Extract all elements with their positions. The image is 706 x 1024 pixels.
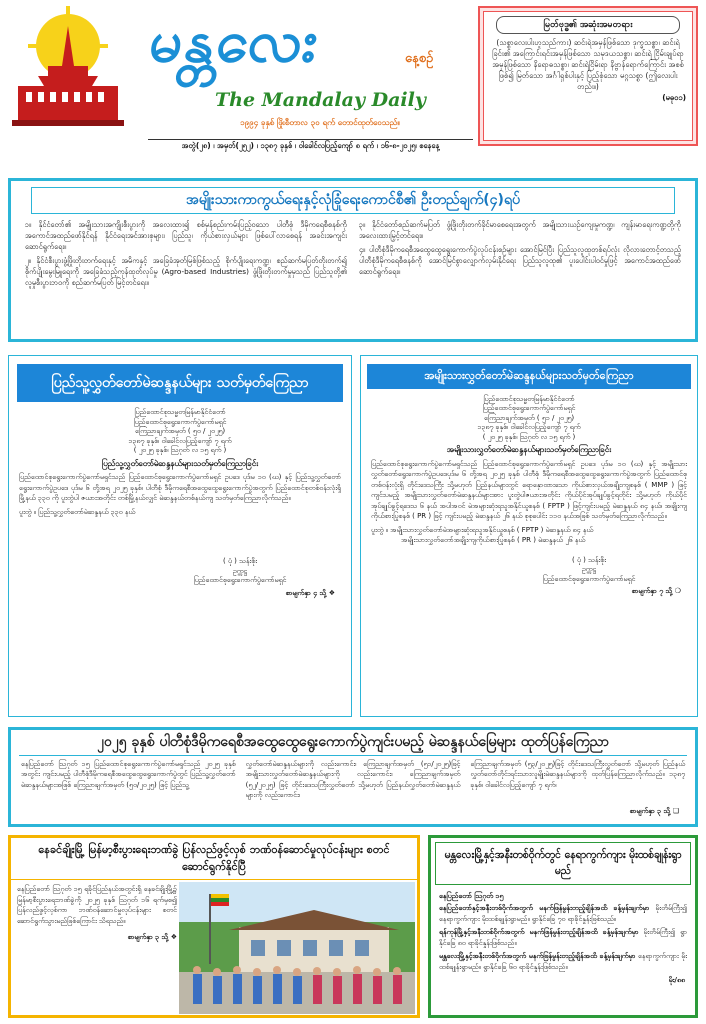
objectives-heading: အမျိုးသားကာကွယ်ရေးနှင့်လုံခြုံရေးကောင်စီ၏ ဦးတည်ချက်(၄)ရပ် <box>31 187 675 214</box>
weather-forecast <box>428 835 698 1018</box>
forecast-label: မန္တလေးမြို့နှင့်အနီးတစ်ဝိုက်အတွက် မနက်ဖြန်မွန်းတည့်ချိန်အထိ ခန့်မှန်းချက်မှာ <box>439 951 636 960</box>
objectives-box <box>8 178 698 342</box>
forecast-text: နေရာကွက်ကျား မိုးထစ်ချုန်းရွာမည်။ ရွာနိုင်ခြေ ၆၀ ရာခိုင်နှုန်းဖြစ်သည်။ <box>439 951 687 971</box>
pyithu-announcement <box>8 355 352 717</box>
signature-line: ဥက္ကဋ္ဌ <box>232 566 248 575</box>
objective-item: ၁။ နိုင်ငံတော်၏ အမျိုးသားအကျိုးစီးပွားကို အလေးထား၍ စစ်မှန်စည်းကမ်းပြည့်ဝသော ပါတီစုံ ဒီမိုကရေစီစနစ်ကို အကောင်အထည်ဖော်နိုင်ရန် နိုင်ငံရေးအင်အားစုများ၊ ပြည်သူ၊ ကိုယ်စားလှယ်များ ဖြစ်ပေါ်လာစေရန် အခင်းအကျင်းဆောင်ရွက်ရေး။ <box>25 219 347 251</box>
signature-line: ပြည်ထောင်စုရွေးကောက်ပွဲကော်မရှင် <box>542 574 636 583</box>
objective-item: ၄။ ပါတီစုံဒီမိုကရေစီအထွေထွေရွေးကောက်ပွဲလုပ်ငန်းစဉ်များ အောင်မြင်ပြီး ပြည်သူလူထုတစ်ရပ်လုံး လိုလားတောင့်တသည့် ပါတီစုံဒီမိုကရေစီစနစ်ကို အောင်မြင်စွာလျှောက်လှမ်းနိုင်ရေး ပြည်သူလူထု၏ ပူးပေါင်းပါဝင်မှုဖြင့် အကောင်အထည်ဖော်ဆောင်ရွက်ရေး။ <box>359 244 681 276</box>
continued-link[interactable]: စာမျက်နှာ ၃ သို့ ❏ <box>629 806 679 815</box>
constituencies-news <box>8 727 698 827</box>
meta-line: ကြေညာချက်အမှတ် ( ၅၁ / ၂၀၂၅) <box>483 413 575 422</box>
announcement-body: ပြည်ထောင်စုရွေးကောက်ပွဲကော်မရှင်သည် ပြည်ထောင်စုရွေးကောက်ပွဲကော်မရှင် ဥပဒေ ပုဒ်မ ၁၀ (ဃ) နှင့် ပြည်သူ့လွှတ်တော်ရွေးကောက်ပွဲဥပဒေ ပုဒ်မ ၆ တို့အရ ၂၀၂၅ ခုနှစ်၊ ပါတီစုံ ဒီမိုကရေစီအထွေထွေရွေးကောက်ပွဲအတွက် ပြည်ထောင်စုတစ်ဝန်းလုံးရှိ မြို့နယ် ၃၃၀ ကို ပူးတွဲပါ ဇယားအတိုင်း တစ်မြို့နယ်လျှင် မဲဆန္ဒနယ်တစ်နယ်ကျ သတ်မှတ်ကြေညာလိုက်သည်။ <box>19 473 341 503</box>
motto-body: (သစ္စာလေးပါးဟူသည်ကား) ဆင်းရဲအမှန်ဖြစ်သော ဒုက္ခသစ္စာ၊ ဆင်းရဲခြင်း၏ အကြောင်းရင်းအမှန်ဖြစ်သော သမုဒယသစ္စာ၊ ဆင်းရဲ ငြိမ်းချုပ်ရာအမှန်ဖြစ်သော နိရောဓသစ္စာ၊ ဆင်းရဲငြိမ်းရာ နိဗ္ဗာန်ရောက်ကြောင်း အစစ်ဖြစ်၍ မြတ်သော အင်္ဂါရှစ်ပါးနှင့် ပြည့်စုံသော မဂ္ဂသစ္စာ (ဤလေးပါးတည်း။) <box>492 38 684 91</box>
forecast-text: မိုးတိမ်ကြီး၍ ရွာနိုင်ခြေ ၈၀ ရာခိုင်နှုန်းဖြစ်သည်။ <box>439 928 687 947</box>
forecast-label: ရန်ကုန်မြို့နှင့်အနီးတစ်ဝိုက်အတွက် မနက်ဖြန်မွန်းတည့်ချိန်အထိ ခန့်မှန်းချက်မှာ <box>439 928 639 937</box>
objective-item: ၃။ နိုင်ငံတော်စည်ဆက်မပြတ် ဖွံ့ဖြိုးတိုးတက်ခိုင်မာစေရေးအတွက် အမျိုးသားယဉ်ကျေးမှုကဏ္ဍ၊ ကျန်းမာရေးကဏ္ဍတို့ကို အလေးထားမြှင့်တင်ရေး။ <box>359 219 681 240</box>
pyithu-heading: ပြည်သူ့လွှတ်တော်မဲဆန္ဒနယ်များ သတ်မှတ်ကြေညာ <box>17 364 343 402</box>
bank-opening-photo <box>179 882 415 1014</box>
forecast-text: မိုးတိမ်ကြီး၍ နေရာကွက်ကျား မိုးထစ်ချုန်းရွာမည်။ ရွာနိုင်ခြေ ၇၀ ရာခိုင်နှုန်းဖြစ်သည်။ <box>439 904 687 924</box>
attachment-line: အမျိုးသားလွှတ်တော်အချိုးကျကိုယ်စားပြုစနစ် ( PR ) မဲဆန္ဒနယ် ၂၆ နယ် <box>401 536 586 545</box>
meta-line: ပြည်ထောင်စုရွေးကောက်ပွဲကော်မရှင် <box>133 417 227 426</box>
motto-source: (မဓု၀၁) <box>662 92 686 102</box>
attachment-line: ပူးတွဲ ။ ပြည်သူ့လွှတ်တော်မဲဆန္ဒနယ် ၃၃၀ နယ် <box>19 507 136 516</box>
attachment-line: ပူးတွဲ ။ အမျိုးသားလွှတ်တော်မဲအများဆုံးရသူအနိုင်ယူစနစ် ( FPTP ) မဲဆန္ဒနယ် ၈၄ နယ် <box>371 525 594 534</box>
announcement-title: ပြည်သူ့လွှတ်တော်မဲဆန္ဒနယ်များသတ်မှတ်ကြေညာခြင်း <box>101 458 259 468</box>
objectives-col-left <box>25 220 347 292</box>
motto-title: မြတ်ဗုဒ္ဓ၏ အဆုံးအမတရား <box>496 16 680 34</box>
meta-line: ၁၃၈၇ ခုနှစ်၊ ဝါခေါင်လပြည့်ကျော် ၇ ရက် <box>128 436 232 445</box>
masthead-tagline: ၁၉၉၄ ခုနှစ် ဖြိုးစီတာလ ၃၀ ရက် တောင်ထုတ်ဝေသည်။ <box>240 118 400 127</box>
masthead-english-title: The Mandalay Daily <box>215 89 426 111</box>
amyotha-heading: အမျိုးသားလွှတ်တော်မဲဆန္ဒနယ်များသတ်မှတ်ကြေညာ <box>367 364 691 389</box>
bank-news-text: နေပြည်တော် ဩဂုတ် ၁၅ ရခိုင်ပြည်နယ်အတွင်းရှိ နေခင်ချိုးမြို့၌ မြန်မာ့စီးပွားရေးဘဏ်ခွဲကို ၂၀၂၅ ခုနှစ် ဩဂုတ် ၁၆ ရက်မှစ၍ ပြန်လည်ဖွင့်လှစ်ကာ ဘဏ်ဝန်ဆောင်မှုလုပ်ငန်းများ စတင်ဆောင်ရွက်သွားမည်ဖြစ်ကြောင်း သိရသည်။ <box>17 885 177 925</box>
signature-line: ပြည်ထောင်စုရွေးကောက်ပွဲကော်မရှင် <box>193 576 287 585</box>
meta-line: ပြည်ထောင်စုသမ္မတမြန်မာနိုင်ငံတော် <box>483 394 575 403</box>
announcement-title: အမျိုးသားလွှတ်တော်မဲဆန္ဒနယ်များသတ်မှတ်ကြေညာခြင်း <box>446 445 612 455</box>
signature-line: ( ပုံ ) သန်းစိုး <box>571 555 606 564</box>
news-column: လွှတ်တော်မဲဆန္ဒနယ်များကို လည်းကောင်း၊ ကြေညာချက်အမှတ် (၅၁/၂၀၂၅)ဖြင့် အမျိုးသားလွှတ်တော်မဲဆန္ဒနယ်များကို လည်းကောင်း၊ ကြေညာချက်အမှတ် (၅၂/၂၀၂၅) ဖြင့် တိုင်းဒေသကြီးလွှတ်တော် သို့မဟုတ် ပြည်နယ်လွှတ်တော်မဲဆန္ဒနယ်များကို လည်းကောင်း၊ <box>245 759 461 800</box>
signature-line: ဥက္ကဋ္ဌ <box>581 565 597 574</box>
constituencies-heading: ၂၀၂၅ ခုနှစ် ပါတီစုံဒီမိုကရေစီအထွေထွေရွေးကောက်ပွဲကျင်းပမည့် မဲဆန္ဒနယ်မြေများ ထုတ်ပြန်ကြေညာ <box>19 730 687 756</box>
meta-line: ( ၂၀၂၅ ခုနှစ်၊ ဩဂုတ် လ ၁၅ ရက် ) <box>133 446 227 455</box>
palace-sun-logo <box>8 6 128 146</box>
bank-news-heading: နေခင်ချိုးမြို့ မြန်မာ့စီးပွားရေးဘဏ်ခွဲ ပြန်လည်ဖွင့်လှစ် ဘဏ်ဝန်ဆောင်မှုလုပ်ငန်းများ စတင်ဆောင်ရွက်နိုင်ပြီ <box>11 838 417 880</box>
masthead-subtitle: နေ့စဉ် <box>405 51 434 66</box>
meta-line: ကြေညာချက်အမှတ် ( ၅၀ / ၂၀၂၅) <box>134 427 226 436</box>
news-column: ကြေညာချက်အမှတ် (၅၃/၂၀၂၅)ဖြင့် တိုင်းဒေသကြီးလွှတ်တော် သို့မဟုတ် ပြည်နယ်လွှတ်တော်တိုင်းရင်းသားလူမျိုးမဲဆန္ဒနယ်များကို ထုတ်ပြန်ကြေညာလိုက်သည်။ ၁၃၈၇ ခုနှစ်၊ ဝါခေါင်လပြည့်ကျော် ၇ ရက်၊ <box>470 759 686 789</box>
announcement-body: ပြည်ထောင်စုရွေးကောက်ပွဲကော်မရှင်သည် ပြည်ထောင်စုရွေးကောက်ပွဲကော်မရှင် ဥပဒေ ပုဒ်မ ၁၀ (ဃ) နှင့် အမျိုးသားလွှတ်တော်ရွေးကောက်ပွဲဥပဒေပုဒ်မ ၆ တို့အရ ၂၀၂၅ ခုနှစ် ပါတီစုံ ဒီမိုကရေစီအထွေထွေရွေးကောက်ပွဲအတွက် ပြည်ထောင်စုတစ်ဝန်းလုံးရှိ တိုင်းဒေသကြီး သို့မဟုတ် ပြည်နယ်များတွင် ရောနှောထားသော ကိုယ်စားလှယ်အချိုးကျစနစ် ( MMP ) ဖြင့် ကျင်းပမည့် အမျိုးသားလွှတ်တော်မဲဆန္ဒနယ်များအား ပူးတွဲပါဇယားအတိုင်း ကိုယ်ပိုင်အုပ်ချုပ်ခွင့်ရတိုင်း သို့မဟုတ် ကိုယ်ပိုင်အုပ်ချုပ်ခွင့်ရဒေသ ၆ နယ် အပါအဝင် မဲအများဆုံးရသူအနိုင်ယူစနစ် ( FPTP ) ဖြင့်ကျင်းပမည့် မဲဆန္ဒနယ် ၈၄ နယ်၊ အချိုးကျကိုယ်စားပြုစနစ် ( PR ) ဖြင့် ကျင်းပမည့် မဲဆန္ဒနယ် ၂၆ နယ် စုစုပေါင်း ၁၁၀ နယ်အဖြစ် သတ်မှတ်ကြေညာလိုက်သည်။ <box>371 459 687 521</box>
meta-line: ( ၂၀၂၅ ခုနှစ်၊ ဩဂုတ် လ ၁၅ ရက် ) <box>482 432 576 441</box>
issue-line: အတွဲ(၂၈) ၊ အမှတ်(၂၅၂) ၊ ၁၃၈၇ ခုနှစ် ၊ ဝါခေါင်လပြည့်ကျော် ၈ ရက် ၊ ၁၆-၈-၂၀၂၅၊ စနေနေ့ <box>148 139 473 151</box>
buddha-teaching-box <box>478 6 698 146</box>
forecast-label: နေပြည်တော်နှင့်အနီးတစ်ဝိုက်အတွက် မနက်ဖြန်မွန်းတည့်ချိန်အထိ ခန့်မှန်းချက်မှာ <box>439 904 650 913</box>
weather-heading: မန္တလေးမြို့နှင့်အနီးတစ်ဝိုက်တွင် နေရာကွက်ကျား မိုးထစ်ချုန်းရွာမည် <box>435 842 691 885</box>
continued-link[interactable]: စာမျက်နှာ ၃ သို့ ❖ <box>127 933 177 941</box>
news-column: နေပြည်တော် ဩဂုတ် ၁၅ ပြည်ထောင်စုရွေးကောက်ပွဲကော်မရှင်သည် ၂၀၂၅ ခုနှစ်အတွင်း ကျင်းပမည့် ပါတီစုံဒီမိုကရေစီအထွေထွေရွေးကောက်ပွဲတွင် ပြည်သူ့လွှတ်တော် မဲဆန္ဒနယ်များအဖြစ် ကြေညာချက်အမှတ် (၅၀/၂၀၂၅) ဖြင့် ပြည်သူ့ <box>21 759 236 789</box>
amyotha-announcement <box>360 355 698 717</box>
continued-link[interactable]: စာမျက်နှာ ၇ သို့ ❍ <box>631 587 681 596</box>
objective-item: ၂။ နိုင်ငံစီးပွားဖွံ့ဖြိုးတိုးတက်ရေးနှင့် အမိကနှင့် အခြေခံအုတ်မြစ်ဖြစ်သည့် စိုက်ပျိုးရေးကဏ္ဍ၊ စည်ဆက်မပြတ်တိုးတက်၍ စိုက်ပျိုးမွေးမြူရေးကို အခြေခံသည့်ကုန်ထုတ်လုပ်မှု (Agro-based Industries) ဖွံ့ဖြိုးတိုးတက်မှုမှသည် ပြည်သူတို့၏ လူမှုစီးပွားဘဝကို စည်ဆက်မပြတ် မြင့်တင်ရေး။ <box>25 255 347 287</box>
continued-link[interactable]: စာမျက်နှာ ၄ သို့ ❖ <box>285 588 335 597</box>
meta-line: ပြည်ထောင်စုသမ္မတမြန်မာနိုင်ငံတော် <box>134 408 226 417</box>
meta-line: ပြည်ထောင်စုရွေးကောက်ပွဲကော်မရှင် <box>482 404 576 413</box>
masthead <box>0 0 706 150</box>
continued-link[interactable]: မိုး/၈၈ <box>668 976 685 985</box>
objectives-col-right <box>359 220 681 292</box>
signature-line: ( ပုံ ) သန်းစိုး <box>222 557 257 566</box>
bank-news-body <box>17 884 177 943</box>
meta-line: ၁၃၈၇ ခုနှစ်၊ ဝါခေါင်လပြည့်ကျော် ၇ ရက် <box>477 423 581 432</box>
weather-dateline: နေပြည်တော် ဩဂုတ် ၁၅ <box>439 891 504 900</box>
masthead-title: မန္တလေး <box>145 7 325 75</box>
bank-branch-news <box>8 835 420 1018</box>
